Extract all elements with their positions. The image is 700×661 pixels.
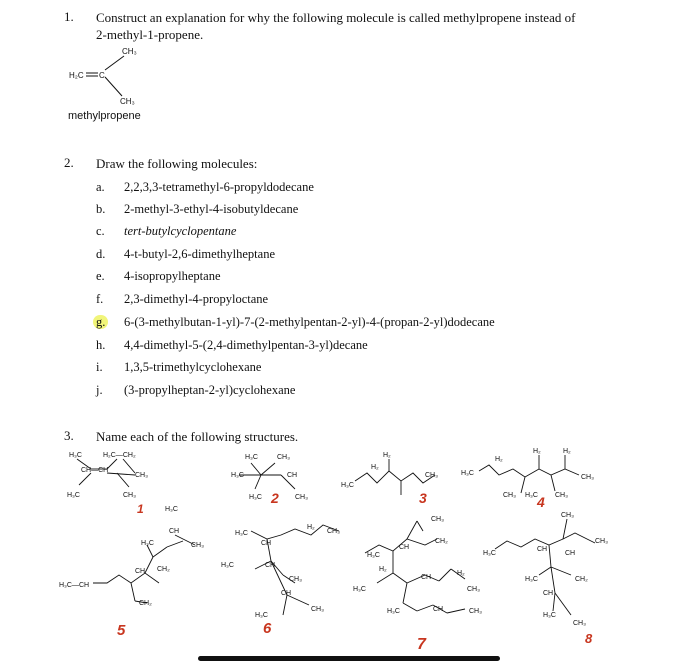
atom-label: H₃C [67, 492, 80, 499]
q2-item-letter: f. [96, 292, 104, 306]
q2-item-name: (3-propylheptan-2-yl)cyclohexane [124, 383, 296, 397]
home-indicator-bar[interactable] [198, 656, 500, 661]
atom-label: H₂ [495, 456, 503, 463]
atom-label: CH [433, 606, 444, 613]
atom-label: CH₃ [191, 542, 204, 549]
atom-label: H₃C [255, 612, 268, 619]
q1-number: 1. [64, 9, 74, 24]
atom-label: H₃C [231, 472, 244, 479]
atom-label: CH [287, 472, 298, 479]
atom-label: CH [265, 562, 276, 569]
atom-label: CH₃ [277, 454, 290, 461]
atom-label: CH [537, 546, 548, 553]
atom-label: H₃C [69, 452, 82, 459]
q2-item-name: 2,3-dimethyl-4-propyloctane [124, 292, 269, 306]
atom-label: H₂ [379, 566, 387, 573]
atom-label: CH [399, 544, 410, 551]
atom-label: CH₃ [123, 492, 136, 499]
atom-label: CH₃ [595, 538, 608, 545]
atom-label: H₃C [525, 576, 538, 583]
q1-molecule-diagram [60, 44, 220, 114]
atom-label: H₃C [341, 482, 354, 489]
atom-label: CH₃ [431, 516, 444, 523]
q2-prompt: Draw the following molecules: [96, 156, 258, 171]
atom-label: CH—CH [81, 467, 109, 474]
atom-label: H₃C [461, 470, 474, 477]
q1-left-ch2: H₂C [69, 71, 84, 80]
q1-bottom-methyl: CH₃ [120, 97, 135, 106]
atom-label: CH [169, 528, 180, 535]
atom-label: CH₃ [135, 472, 148, 479]
handwritten-number-5: 5 [117, 622, 126, 639]
q2-item-i [96, 358, 261, 376]
q2-item-letter: e. [96, 269, 105, 283]
atom-label: CH₃ [503, 492, 516, 499]
atom-label: CH₂ [575, 576, 588, 583]
q2-item-name: 4-t-butyl-2,6-dimethylheptane [124, 247, 276, 261]
q1-caption: methylpropene [68, 110, 141, 122]
q2-item-letter: h. [96, 338, 106, 352]
atom-label: H₂ [457, 570, 465, 577]
q2-item-letter-highlighted: g. [93, 315, 108, 329]
atom-label: CH₂ [157, 566, 170, 573]
q2-item-b [96, 200, 298, 218]
atom-label: CH [261, 540, 272, 547]
handwritten-number-3: 3 [419, 490, 427, 506]
q2-number: 2. [64, 155, 74, 170]
atom-label: H₂ [307, 524, 315, 531]
q1-bond-top [105, 56, 124, 70]
atom-label: CH₃ [425, 472, 438, 479]
handwritten-number-7: 7 [417, 636, 426, 653]
atom-label: H₂ [563, 448, 571, 455]
handwritten-number-6: 6 [263, 620, 272, 637]
atom-label: CH₃ [573, 620, 586, 627]
atom-label: H₃C [387, 608, 400, 615]
atom-label: CH [421, 574, 432, 581]
handwritten-number-1: 1 [137, 502, 144, 516]
q2-item-name: 6-(3-methylbutan-1-yl)-7-(2-methylpentan-2-yl)-4-(propan-2-yl)dodecane [124, 315, 495, 329]
q2-item-j [96, 381, 295, 399]
q2-item-f [96, 290, 268, 308]
q2-item-name: tert-butylcyclopentane [124, 224, 237, 238]
q2-item-letter: j. [96, 383, 103, 397]
q2-item-a [96, 178, 314, 196]
q2-item-letter: c. [96, 224, 105, 238]
atom-label: H₃C [249, 494, 262, 501]
atom-label: H₂ [383, 452, 391, 459]
atom-label: CH₃ [327, 528, 340, 535]
q2-item-name: 1,3,5-trimethylcyclohexane [124, 360, 262, 374]
q2-item-letter: d. [96, 247, 106, 261]
atom-label: CH [565, 550, 576, 557]
atom-label: H₃C [353, 586, 366, 593]
atom-label: CH₃ [469, 608, 482, 615]
atom-label: CH₂ [139, 600, 152, 607]
atom-label: CH [281, 590, 292, 597]
q2-item-name: 2-methyl-3-ethyl-4-isobutyldecane [124, 202, 299, 216]
atom-label: CH₃ [289, 576, 302, 583]
q2-item-letter: b. [96, 202, 106, 216]
atom-label: CH [543, 590, 554, 597]
atom-label: CH₃ [581, 474, 594, 481]
q1-text-line1: Construct an explanation for why the following molecule is called methylpropene instead of [96, 10, 576, 25]
q2-item-d [96, 245, 275, 263]
q2-item-g [96, 313, 495, 331]
atom-label: H₃C [165, 506, 178, 513]
atom-label: H₃C [483, 550, 496, 557]
atom-label: CH₃ [467, 586, 480, 593]
q1-bond-bottom [105, 77, 122, 96]
q2-item-e [96, 267, 221, 285]
q3-number: 3. [64, 428, 74, 443]
q1-text-line2: 2-methyl-1-propene. [96, 27, 204, 42]
atom-label: CH₂ [435, 538, 448, 545]
handwritten-number-8: 8 [585, 631, 593, 646]
atom-label: H₃C [543, 612, 556, 619]
atom-label: H₃C [235, 530, 248, 537]
atom-label: H₃C [367, 552, 380, 559]
q2-item-letter: i. [96, 360, 103, 374]
atom-label: H₃C [525, 492, 538, 499]
q2-item-name: 2,2,3,3-tetramethyl-6-propyldodecane [124, 180, 314, 194]
q3-prompt: Name each of the following structures. [96, 429, 299, 444]
atom-label: CH₃ [311, 606, 324, 613]
atom-label: CH₃ [555, 492, 568, 499]
atom-label: CH₃ [561, 512, 574, 519]
q1-central-carbon: C [99, 71, 105, 80]
atom-label: H₃C [245, 454, 258, 461]
atom-label: CH₃ [295, 494, 308, 501]
atom-label: H₂C—CH₂ [103, 452, 136, 459]
atom-label: H₂ [371, 464, 379, 471]
q2-item-name: 4-isopropylheptane [124, 269, 221, 283]
handwritten-number-4: 4 [537, 494, 545, 510]
q2-item-name: 4,4-dimethyl-5-(2,4-dimethylpentan-3-yl)decane [124, 338, 368, 352]
q2-item-c [96, 222, 236, 240]
q1-top-methyl: CH₃ [122, 47, 137, 56]
handwritten-number-2: 2 [271, 490, 279, 506]
atom-label: H₃C [141, 540, 154, 547]
atom-label: H₃C—CH [59, 582, 90, 589]
q2-item-h [96, 336, 368, 354]
atom-label: H₂ [533, 448, 541, 455]
q3-structures-panel [55, 445, 695, 655]
atom-label: CH [135, 568, 146, 575]
atom-label: H₃C [221, 562, 234, 569]
q2-item-letter: a. [96, 180, 105, 194]
